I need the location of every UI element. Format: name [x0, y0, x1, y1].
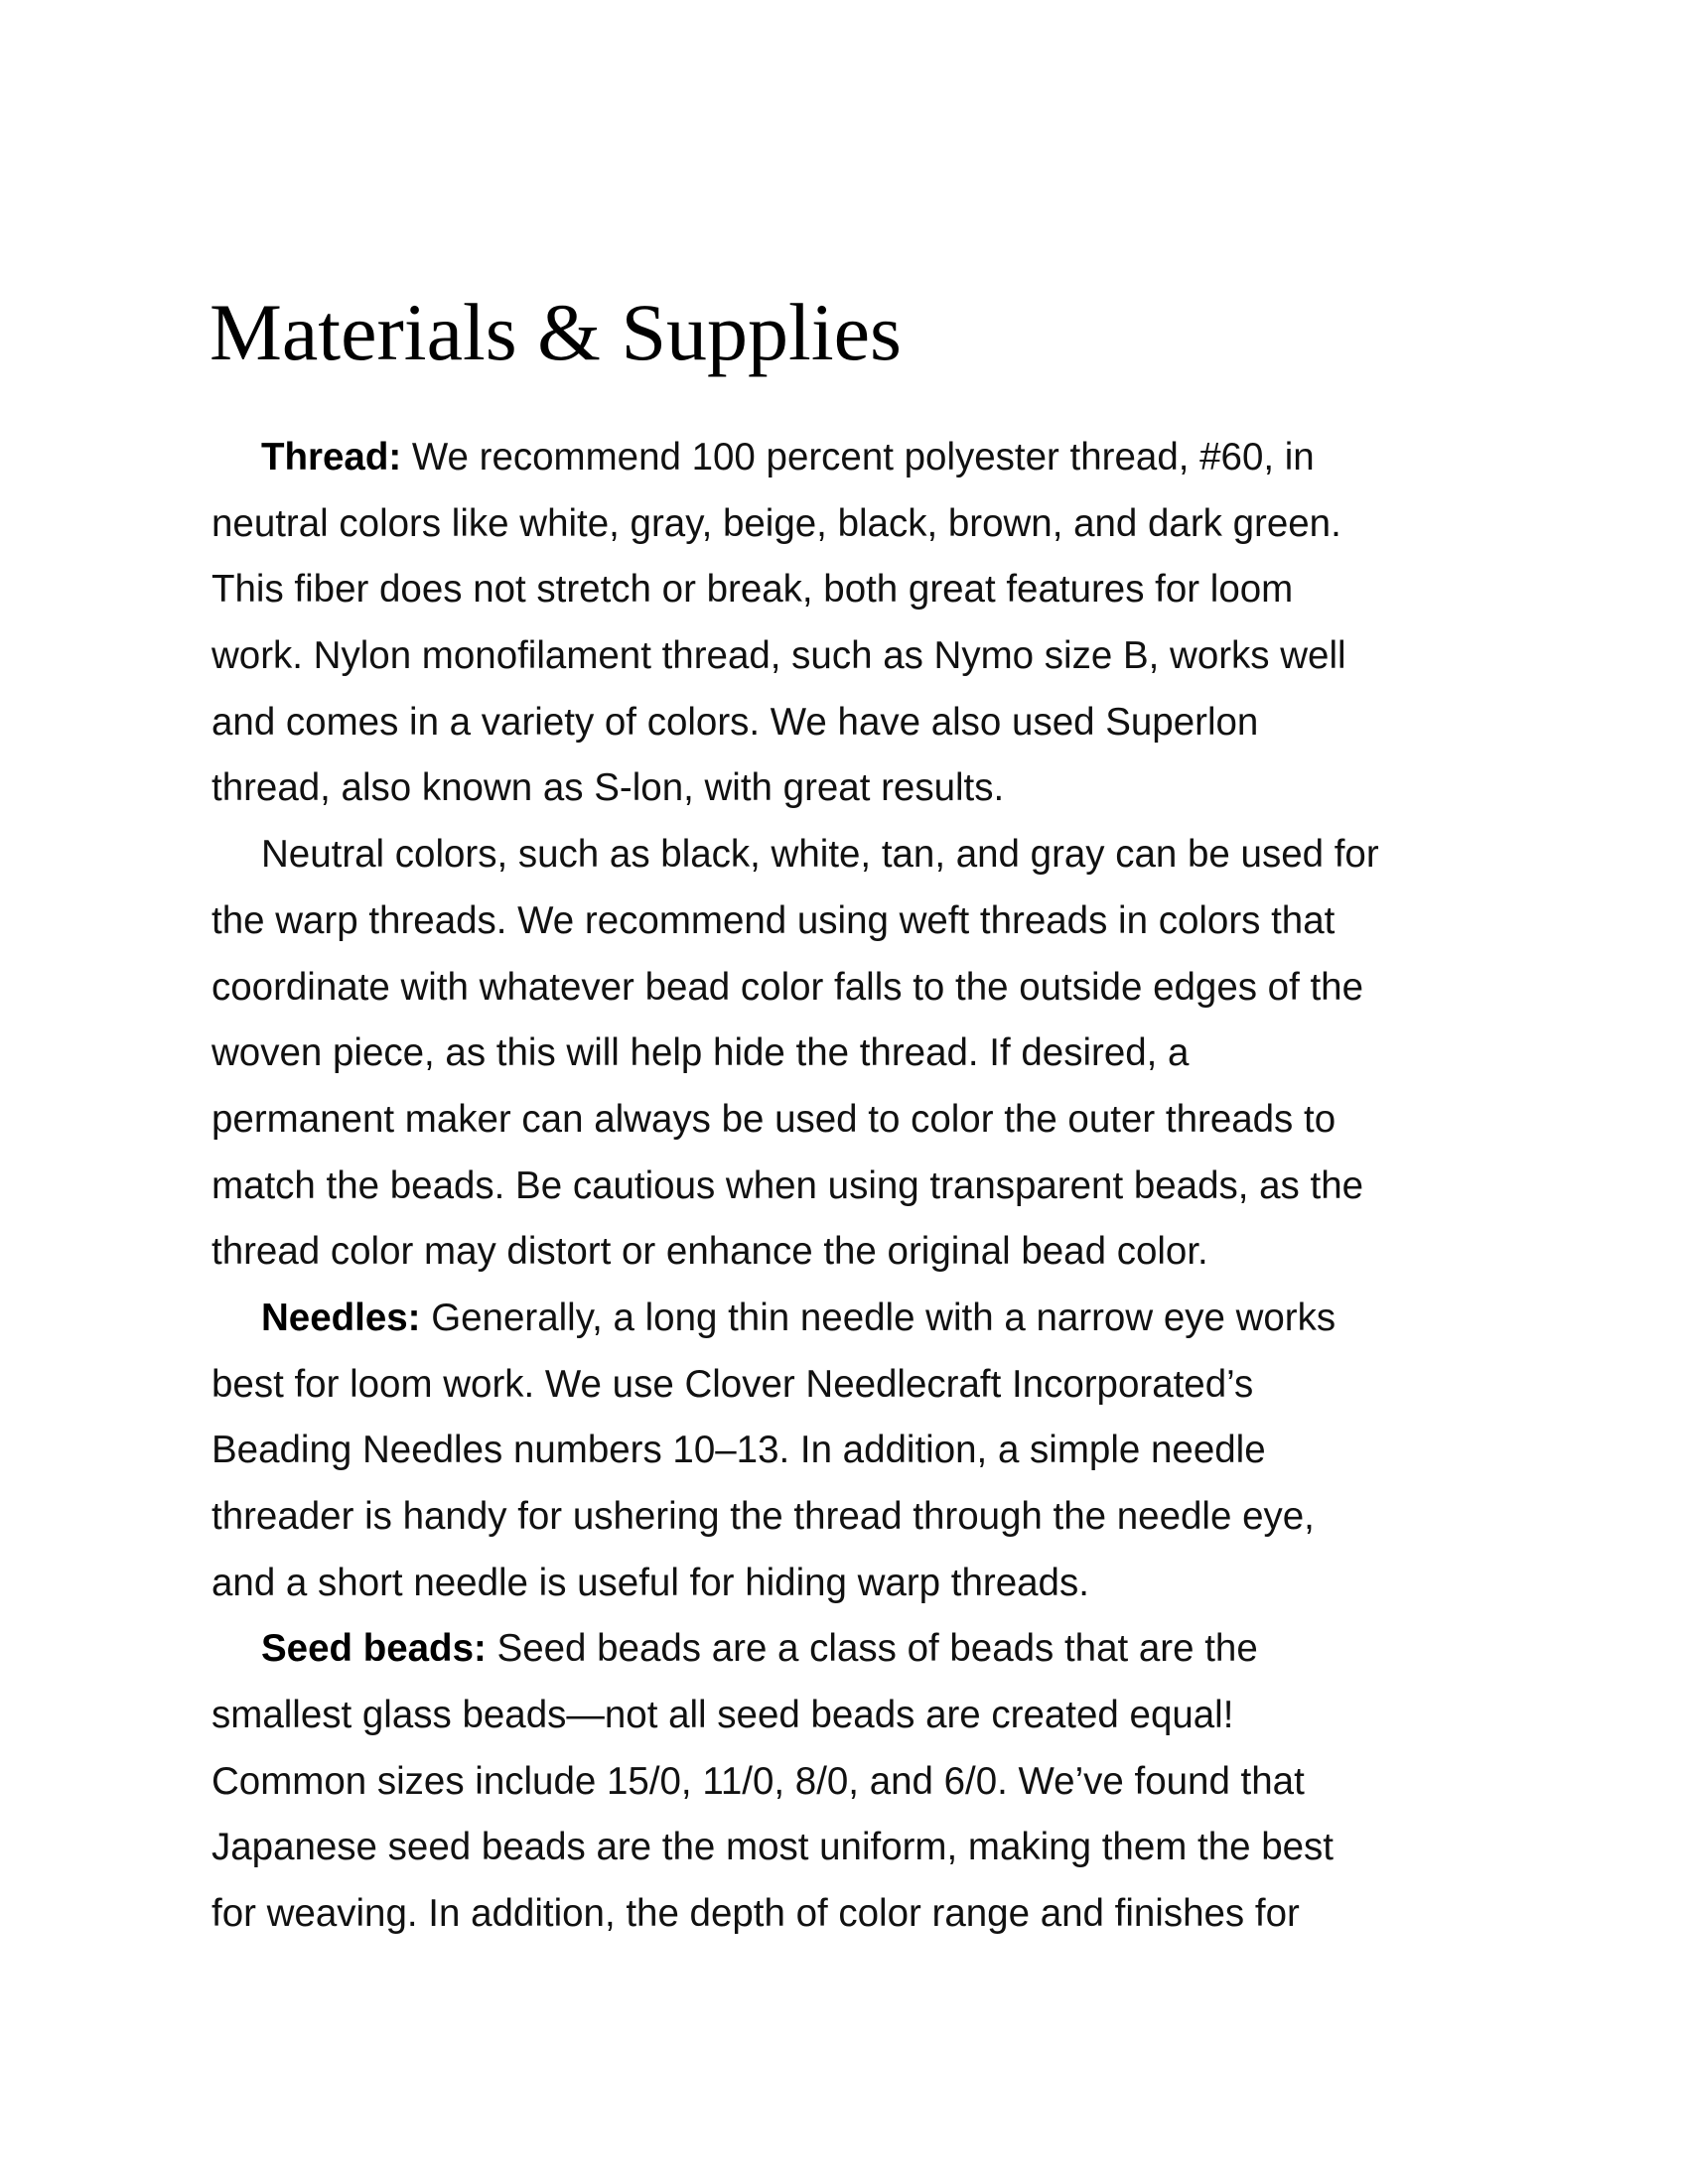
text-line [211, 1286, 1502, 1352]
thread-label: Thread: [261, 436, 402, 478]
text-span: Seed beads are a class of beads that are the [486, 1627, 1258, 1671]
page-title: Materials & Supplies [210, 287, 902, 377]
paragraph-needles [211, 1286, 1502, 1616]
text-span: We recommend 100 percent polyester thread, #60, in [401, 436, 1315, 478]
body-text [211, 425, 1502, 1948]
text-line: and a short needle is useful for hiding warp threads. [211, 1561, 1089, 1604]
text-span: Generally, a long thin needle with a narrow eye works [420, 1296, 1336, 1339]
paragraph-seed-beads [211, 1616, 1502, 1947]
text-line: threader is handy for ushering the thread through the needle eye, [211, 1495, 1315, 1538]
text-line: and comes in a variety of colors. We have also used Superlon [211, 700, 1259, 744]
text-line: match the beads. Be cautious when using transparent beads, as the [211, 1163, 1364, 1207]
text-line: for weaving. In addition, the depth of color range and finishes for [211, 1892, 1300, 1936]
seed-beads-label: Seed beads: [261, 1627, 487, 1671]
text-line: the warp threads. We recommend using weft threads in colors that [211, 898, 1336, 942]
text-line [211, 1616, 1502, 1683]
text-line [211, 425, 1502, 491]
text-line: best for loom work. We use Clover Needlecraft Incorporated’s [211, 1362, 1254, 1406]
text-line: smallest glass beads—not all seed beads are created equal! [211, 1694, 1234, 1737]
paragraph-neutral-colors [211, 822, 1502, 1286]
text-line: coordinate with whatever bead color falls to the outside edges of the [211, 965, 1364, 1009]
text-line: Neutral colors, such as black, white, tan, and gray can be used for [261, 833, 1379, 877]
text-line: Beading Needles numbers 10–13. In addition, a simple needle [211, 1429, 1266, 1472]
paragraph-thread [211, 425, 1502, 822]
text-line: thread, also known as S-lon, with great results. [211, 766, 1005, 810]
text-line: thread color may distort or enhance the original bead color. [211, 1230, 1208, 1274]
text-line: This fiber does not stretch or break, both great features for loom [211, 568, 1294, 612]
text-line: neutral colors like white, gray, beige, black, brown, and dark green. [211, 501, 1341, 545]
text-line: work. Nylon monofilament thread, such as Nymo size B, works well [211, 634, 1346, 678]
text-line: Japanese seed beads are the most uniform, making them the best [211, 1826, 1334, 1869]
text-line: woven piece, as this will help hide the thread. If desired, a [211, 1031, 1190, 1075]
text-line: permanent maker can always be used to color the outer threads to [211, 1097, 1336, 1141]
text-line: Common sizes include 15/0, 11/0, 8/0, and 6/0. We’ve found that [211, 1759, 1305, 1803]
needles-label: Needles: [261, 1296, 421, 1339]
